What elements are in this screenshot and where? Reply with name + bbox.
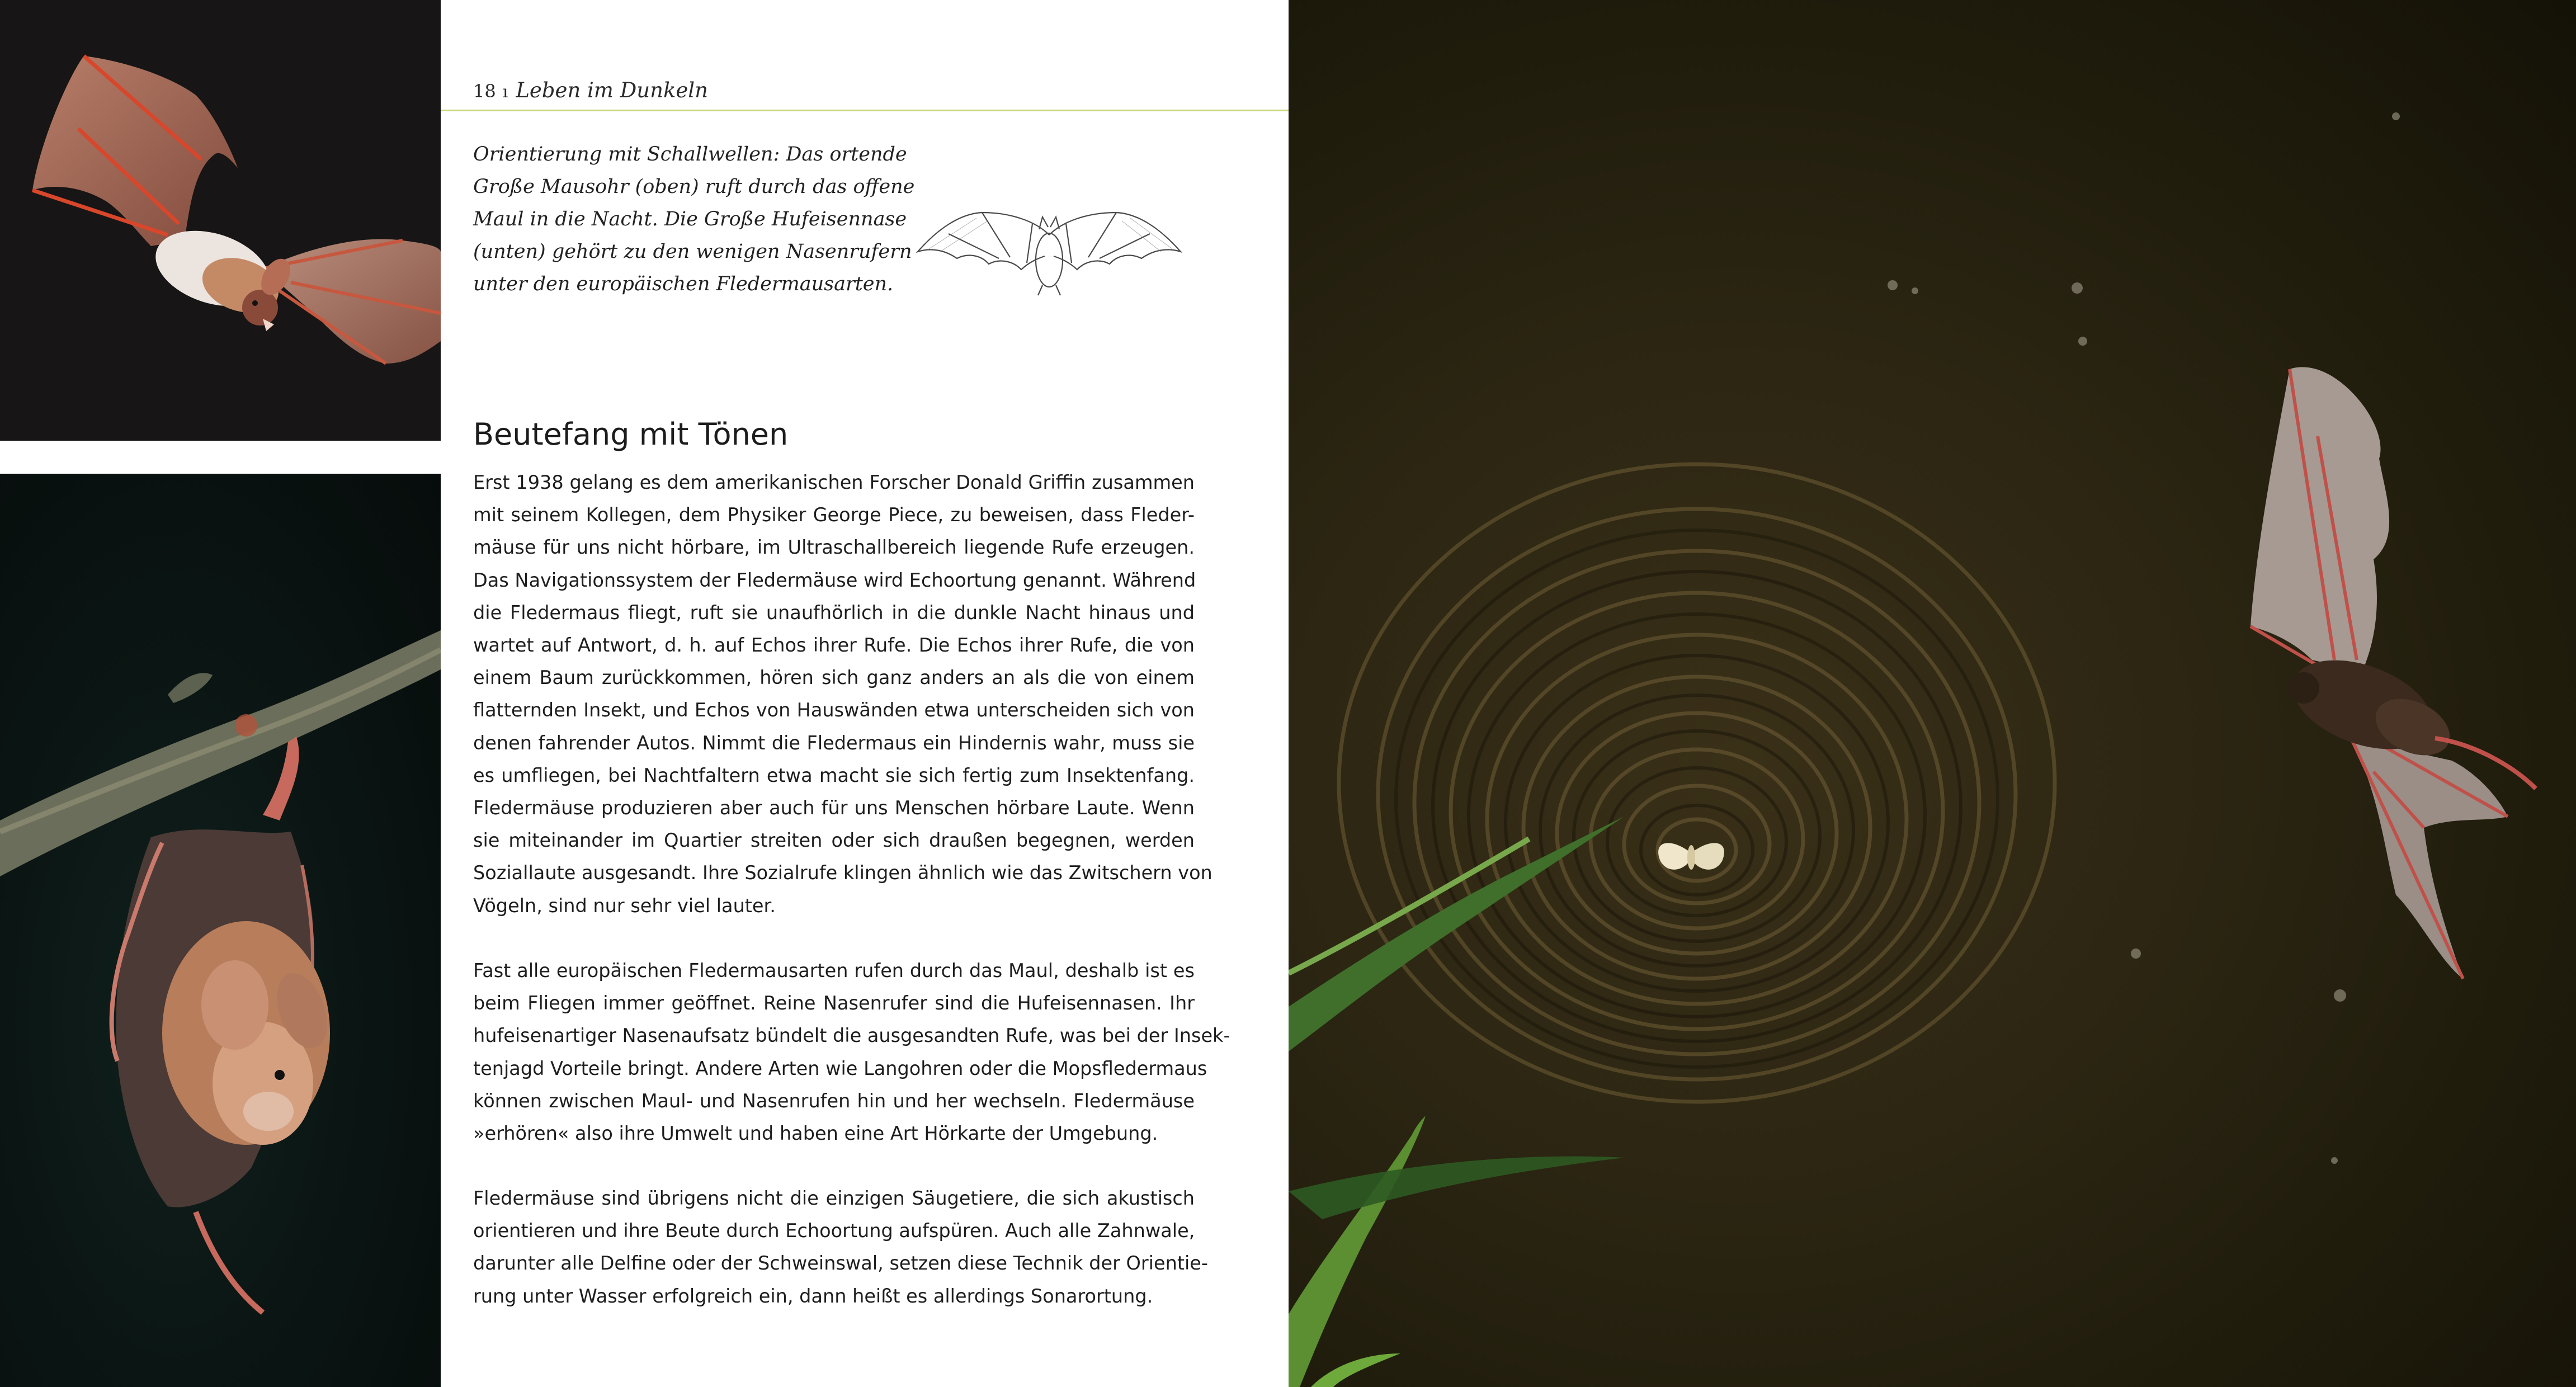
- text-line: Fast alle europäischen Fledermausarten rufen durch das Maul, deshalb ist es: [473, 960, 1195, 982]
- text-line: mäuse für uns nicht hörbare, im Ultraschallbereich liegende Rufe erzeugen.: [473, 536, 1195, 559]
- photo-greater-mouse-eared-bat: [0, 0, 441, 441]
- text-line: flatternden Insekt, und Echos von Hauswänden etwa unterscheiden sich von: [473, 699, 1195, 721]
- text-line: orientieren und ihre Beute durch Echoortung aufspüren. Auch alle Zahnwale,: [473, 1220, 1195, 1242]
- text-line: rung unter Wasser erfolgreich ein, dann heißt es allerdings Sonarortung.: [473, 1285, 1153, 1307]
- bat-over-water-illustration: [1289, 0, 2576, 1387]
- text-line: darunter alle Delfine oder der Schweinswal, setzen diese Technik der Orientie-: [473, 1252, 1208, 1275]
- text-line: »erhören« also ihre Umwelt und haben eine Art Hörkarte der Umgebung.: [473, 1122, 1158, 1145]
- page-number: 18: [473, 81, 496, 102]
- greater-mouse-eared-bat-illustration: [0, 0, 441, 441]
- caption-line: Orientierung mit Schallwellen: Das ortende: [473, 143, 907, 166]
- section-heading: Beutefang mit Tönen: [473, 416, 789, 452]
- text-line: wartet auf Antwort, d. h. auf Echos ihrer Rufe. Die Echos ihrer Rufe, die von: [473, 634, 1195, 657]
- caption-line: Große Mausohr (oben) ruft durch das offene: [473, 176, 915, 198]
- text-line: sie miteinander im Quartier streiten oder sich draußen begegnen, werden: [473, 829, 1195, 852]
- text-line: tenjagd Vorteile bringt. Andere Arten wie Langohren oder die Mopsfledermaus: [473, 1057, 1207, 1079]
- running-head: [473, 78, 1284, 112]
- text-line: Erst 1938 gelang es dem amerikanischen Forscher Donald Griffin zusammen: [473, 471, 1195, 493]
- text-line: es umfliegen, bei Nachtfaltern etwa macht sie sich fertig zum Insektenfang.: [473, 764, 1195, 786]
- text-line: können zwischen Maul- und Nasenrufen hin und her wechseln. Fledermäuse: [473, 1089, 1195, 1112]
- chapter-title: Leben im Dunkeln: [516, 78, 708, 102]
- text-line: hufeisenartiger Nasenaufsatz bündelt die ausgesandten Rufe, was bei der Insek-: [473, 1025, 1230, 1047]
- text-line: die Fledermaus fliegt, ruft sie unaufhörlich in die dunkle Nacht hinaus und: [473, 601, 1195, 624]
- caption-line: (unten) gehört zu den wenigen Nasenrufern: [473, 240, 912, 263]
- text-line: Fledermäuse produzieren aber auch für uns Menschen hörbare Laute. Wenn: [473, 797, 1195, 819]
- body-paragraph: [473, 466, 1212, 922]
- text-line: mit seinem Kollegen, dem Physiker George Piece, zu beweisen, dass Fleder-: [473, 504, 1195, 526]
- text-line: Vögeln, sind nur sehr viel lauter.: [473, 894, 776, 917]
- photo-bat-hunting-over-water: [1289, 0, 2576, 1387]
- caption-line: unter den europäischen Fledermausarten.: [473, 273, 894, 295]
- bat-line-drawing-icon: [915, 196, 1183, 299]
- text-page: [441, 0, 1289, 1387]
- body-paragraph: [473, 1182, 1208, 1313]
- text-line: Soziallaute ausgesandt. Ihre Sozialrufe klingen ähnlich wie das Zwitschern von: [473, 862, 1212, 884]
- header-rule: [441, 110, 1289, 111]
- text-line: einem Baum zurückkommen, hören sich ganz anders an als die von einem: [473, 667, 1195, 689]
- text-line: Das Navigationssystem der Fledermäuse wird Echoortung genannt. Während: [473, 569, 1196, 591]
- running-head-separator: ı: [502, 82, 508, 102]
- photo-greater-horseshoe-bat: [0, 474, 441, 1387]
- greater-horseshoe-bat-illustration: [0, 474, 441, 1387]
- text-line: beim Fliegen immer geöffnet. Reine Nasenrufer sind die Hufeisennasen. Ihr: [473, 992, 1195, 1015]
- photo-caption: [473, 138, 915, 300]
- body-paragraph: [473, 955, 1230, 1150]
- caption-line: Maul in die Nacht. Die Große Hufeisennase: [473, 208, 907, 230]
- text-line: denen fahrender Autos. Nimmt die Fledermaus ein Hindernis wahr, muss sie: [473, 732, 1195, 754]
- text-line: Fledermäuse sind übrigens nicht die einzigen Säugetiere, die sich akustisch: [473, 1187, 1195, 1209]
